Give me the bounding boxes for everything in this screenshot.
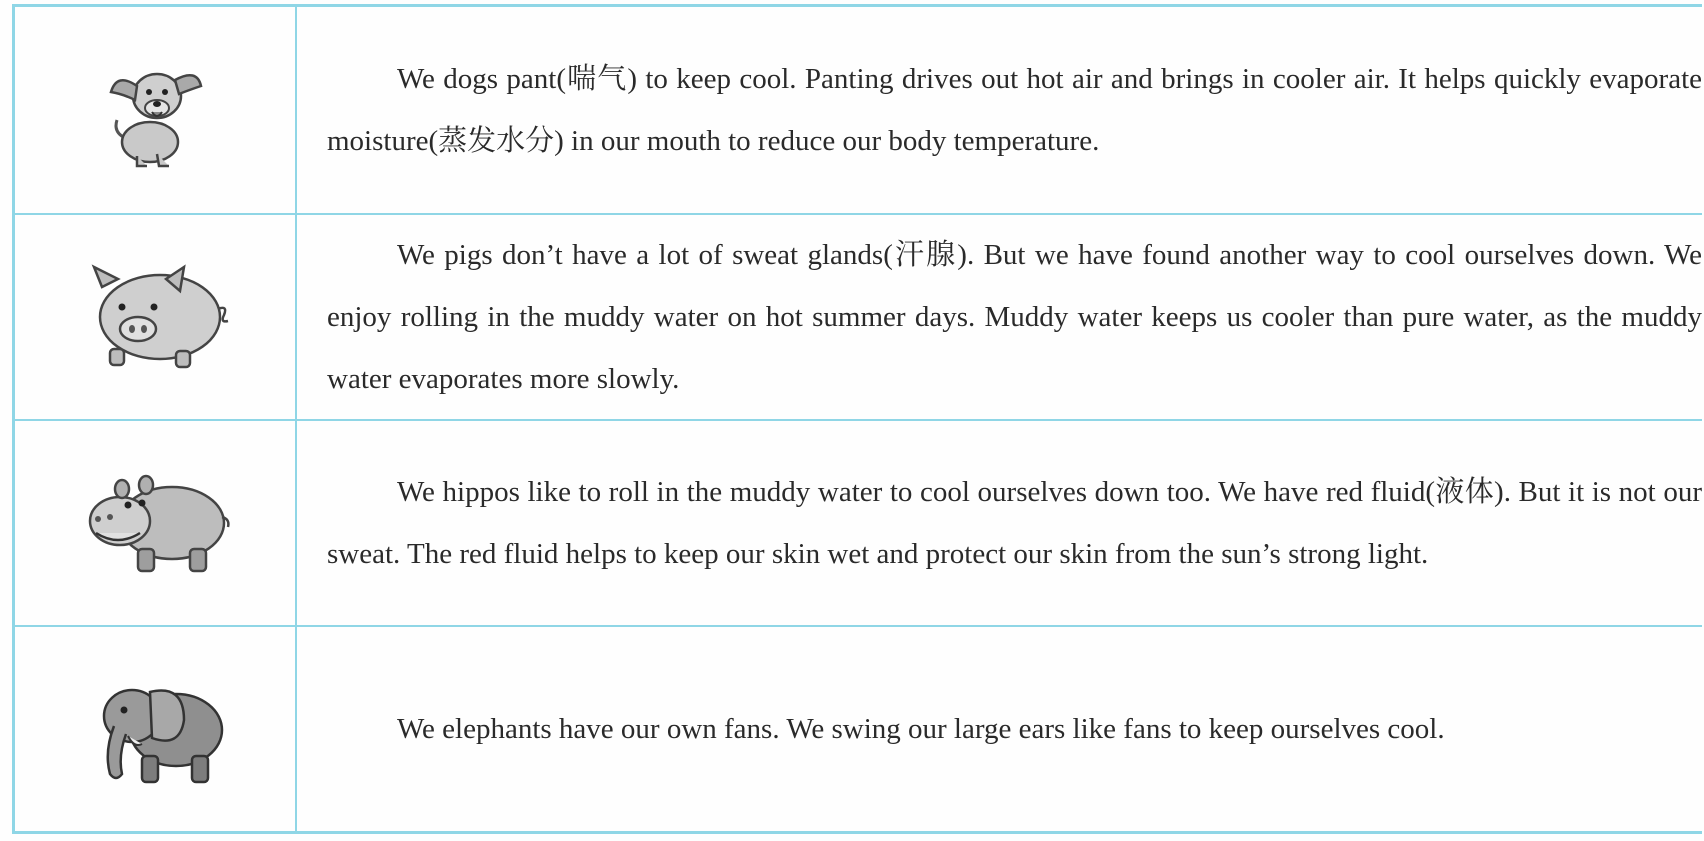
picture-cell bbox=[15, 421, 297, 625]
picture-cell bbox=[15, 7, 297, 213]
text-cell bbox=[299, 215, 1702, 419]
dog-icon bbox=[95, 50, 215, 170]
pig-paragraph: We pigs don’t have a lot of sweat glands(汗腺). But we have found another way to cool ourselves down. We enjoy rolling in the muddy water on hot summer days. Muddy water keeps us cooler than pure water, as the muddy water evaporates more slowly. bbox=[327, 239, 1702, 395]
text-cell bbox=[299, 421, 1702, 625]
pig-icon bbox=[80, 257, 230, 377]
hippo-paragraph: We hippos like to roll in the muddy water to cool ourselves down too. We have red fluid(液体). But it is not our sweat. The red fluid helps to keep our skin wet and protect our skin from the sun’s strong light. bbox=[327, 476, 1702, 570]
picture-cell bbox=[15, 627, 297, 831]
text-cell bbox=[299, 627, 1702, 831]
picture-cell bbox=[15, 215, 297, 419]
hippo-icon bbox=[80, 463, 230, 583]
text-cell bbox=[299, 7, 1702, 213]
table-row-elephant bbox=[15, 625, 1702, 831]
elephant-icon bbox=[80, 664, 230, 794]
table-row-dog bbox=[15, 7, 1702, 213]
table-row-hippo bbox=[15, 419, 1702, 625]
dog-paragraph: We dogs pant(喘气) to keep cool. Panting drives out hot air and brings in cooler air. It helps quickly evaporate moisture(蒸发水分) in our mouth to reduce our body temperature. bbox=[327, 63, 1702, 157]
animal-cooling-table bbox=[12, 4, 1702, 834]
table-row-pig bbox=[15, 213, 1702, 419]
elephant-paragraph: We elephants have our own fans. We swing our large ears like fans to keep ourselves cool. bbox=[397, 713, 1445, 745]
